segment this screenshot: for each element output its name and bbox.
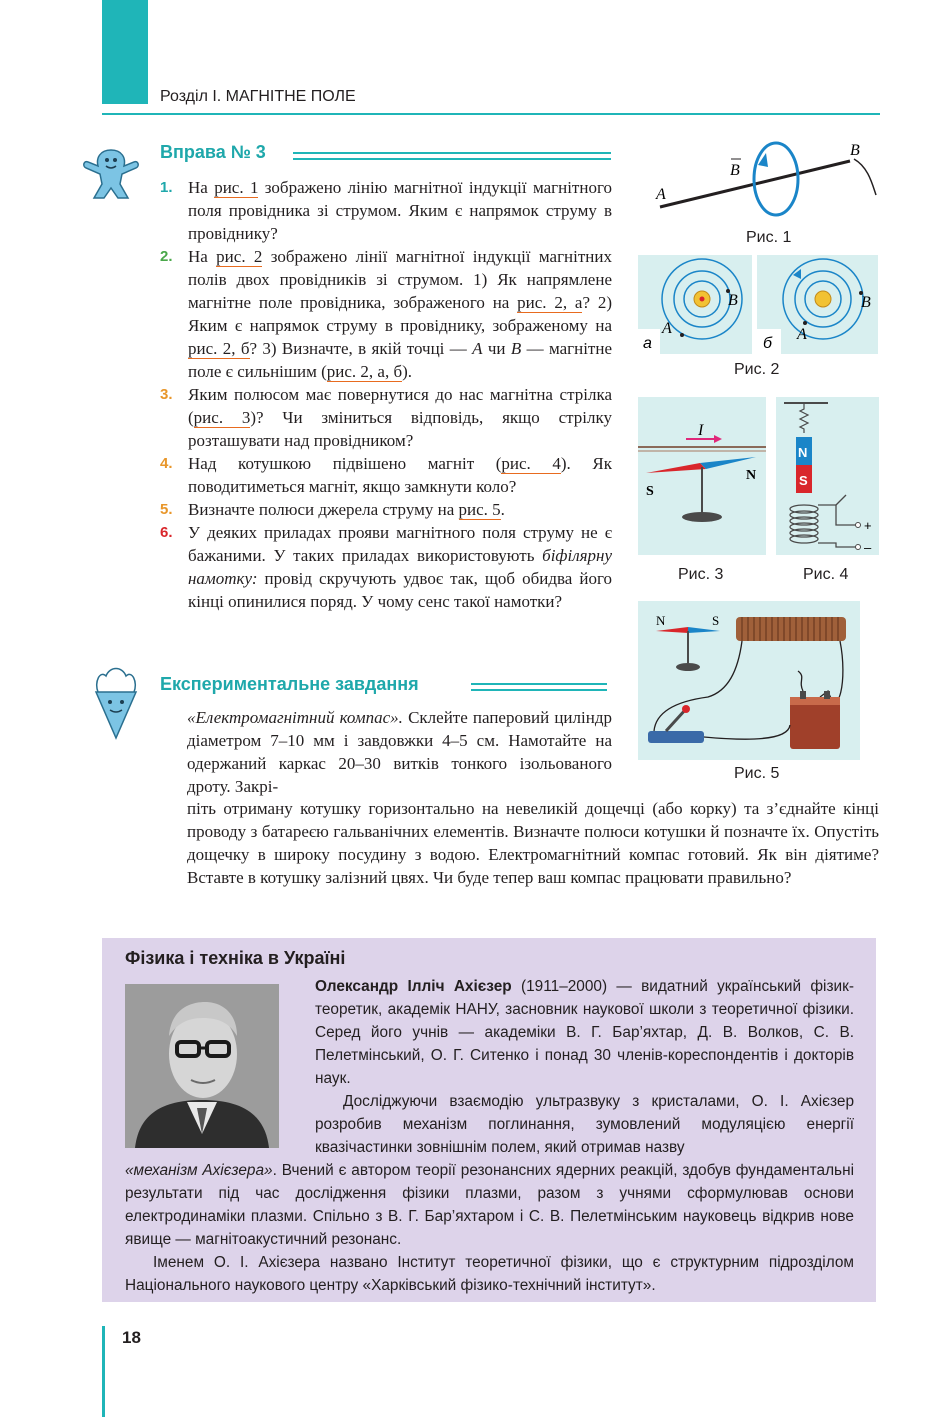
exercise-number: 6. xyxy=(160,524,173,541)
figure-2a xyxy=(638,255,752,354)
exercise-text-part: чи xyxy=(482,339,511,358)
exercise-text-part: зображено лінію магнітної індукції магнітного поля провідника зі струмом. Яким є напрямок струму в провіднику? xyxy=(188,178,613,243)
exercise-text-part: Над котушкою підвішено магніт ( xyxy=(188,454,502,473)
ukraine-paragraph-2-top: Досліджуючи взаємодію ультразвуку з кристалами, О. І. Ахієзер розробив механізм поглинання, зумовлений модуляцією енергії квазічастинки зовнішнім полем, який отримав назву xyxy=(315,1093,854,1156)
fig2a-label-a: A xyxy=(662,320,672,337)
fig4-plus: + xyxy=(864,518,872,533)
exercise-text-part: Визначте полюси джерела струму на xyxy=(188,500,459,519)
experiment-text-bottom: піть отриману котушку горизонтально на невеликій дощечці (або корку) та з’єднайте кінці проводу з батареєю гальванічних елементів. Визначте полюси котушки й позначте їх. Опустіть дощечку в широку посудину з водою. Електромагнітний компас готовий. Як він діятиме? Вставте в котушку залізний цвях. Чи буде тепер ваш компас працювати правильно? xyxy=(187,799,879,887)
exercise-text-part: . xyxy=(500,500,505,519)
experiment-text-top xyxy=(187,706,612,798)
spring-hair-mascot-icon xyxy=(84,662,148,742)
exercise-text xyxy=(188,245,612,383)
exercise-text-part: ? 2) Яким є напрямок струму в провіднику, зображеному на xyxy=(188,293,612,335)
exercise-list xyxy=(160,176,612,613)
exercise-heading: Вправа № 3 xyxy=(160,142,266,162)
exercise-item xyxy=(160,498,612,521)
exercise-item xyxy=(160,383,612,452)
exercise-text xyxy=(188,452,612,498)
figure-reference: рис. 3 xyxy=(193,408,251,427)
exercise-item xyxy=(160,521,612,613)
experiment-title: «Електромагнітний компас». xyxy=(187,708,403,727)
fig5-label-n: N xyxy=(656,613,666,628)
exercise-text-part: — магнітне поле є сильнішим ( xyxy=(188,339,612,381)
exercise-emphasis: B xyxy=(510,339,522,358)
fig3-label-s: S xyxy=(646,484,654,499)
ukraine-paragraph-3: Іменем О. І. Ахієзера названо Інститут теоретичної фізики, що є структурним підрозділом Національного наукового центру «Харківський фізико-технічний інститут». xyxy=(125,1254,854,1294)
figure-5-caption: Рис. 5 xyxy=(734,765,780,782)
exercise-text-part: Яким полюсом має повернутися до нас магнітна стрілка ( xyxy=(188,385,612,427)
experiment-heading: Експериментальне завдання xyxy=(160,674,419,694)
fig4-label-s: S xyxy=(799,473,808,488)
exercise-number: 1. xyxy=(160,179,173,196)
fig4-minus: – xyxy=(864,540,872,555)
fig4-label-n: N xyxy=(798,445,808,460)
fig1-label-a: A xyxy=(656,186,666,203)
figure-reference: рис. 2, а, б xyxy=(326,362,403,381)
exercise-item xyxy=(160,176,612,245)
exercise-number: 4. xyxy=(160,455,173,472)
exercise-text-part: На xyxy=(188,247,217,266)
scientist-name: Олександр Ілліч Ахієзер xyxy=(315,978,512,995)
exercise-number: 5. xyxy=(160,501,173,518)
ukraine-box-title: Фізика і техніка в Україні xyxy=(125,948,346,968)
experiment-heading-rule xyxy=(471,683,607,691)
footer-accent-rule xyxy=(102,1326,105,1417)
fig5-label-s: S xyxy=(712,613,720,628)
ukraine-paragraph-1: Олександр Ілліч Ахієзер (1911–2000) — видатний український фізик-теоретик, академік НАНУ, засновник наукової школи з теоретичної фізики. Серед його учнів — академіки В. Г. Бар’яхтар, Д. В. Волков, С. В. Пелетмінський, О. Г. Ситенко і понад 30 членів-кореспондентів і докторів наук. xyxy=(315,978,854,1087)
fig2b-sub-label: б xyxy=(763,335,772,352)
exercise-heading-rule xyxy=(293,152,611,160)
figure-reference: рис. 5 xyxy=(458,500,501,519)
exercise-text-part: ? 3) Визначте, в якій точці — xyxy=(249,339,473,358)
exercise-emphasis: A xyxy=(472,339,483,358)
fig2a-label-b: B xyxy=(728,292,738,309)
exercise-text-part: )? Чи зміниться відповідь, якщо стрілку розташувати над провідником? xyxy=(188,408,612,450)
fig2b-label-b: B xyxy=(861,294,871,311)
section-title: Розділ І. МАГНІТНЕ ПОЛЕ xyxy=(160,88,356,105)
portrait-image xyxy=(125,984,279,1148)
figure-2b xyxy=(757,255,878,354)
exercise-text-part: ). xyxy=(402,362,413,381)
figure-4 xyxy=(776,397,879,555)
figure-reference: рис. 2, б xyxy=(188,339,250,358)
figure-reference: рис. 2 xyxy=(216,247,263,266)
akhiezer-mechanism-term: «механізм Ахієзера» xyxy=(125,1162,273,1179)
figure-4-caption: Рис. 4 xyxy=(803,566,849,583)
figure-reference: рис. 2, а xyxy=(517,293,583,312)
exercise-emphasis: біфілярну намотку: xyxy=(188,546,612,588)
figure-3-caption: Рис. 3 xyxy=(678,566,724,583)
figure-1-caption: Рис. 1 xyxy=(746,229,792,246)
fig3-label-i: I xyxy=(698,422,704,439)
experiment-body-top: Склейте паперовий циліндр діаметром 7–10 мм і завдовжки 4–5 см. Намотайте на одержаний каркас 20–30 витків тонкого ізольованого дроту. Закрі- xyxy=(187,708,612,796)
fig2b-label-a: A xyxy=(797,326,807,343)
header-accent-bar xyxy=(102,0,148,104)
fig1-label-b: B xyxy=(850,142,860,159)
exercise-text-part: У деяких приладах прояви магнітного поля струму не є бажаними. У таких приладах використовують xyxy=(188,523,612,565)
fig3-label-n: N xyxy=(746,468,757,483)
figure-reference: рис. 4 xyxy=(501,454,561,473)
exercise-text-part: На xyxy=(188,178,215,197)
figure-5 xyxy=(638,601,860,760)
figure-reference: рис. 1 xyxy=(214,178,259,197)
fig1-label-vector: B xyxy=(730,162,740,179)
portrait-photo xyxy=(125,984,279,1148)
fig2a-sub-label: а xyxy=(643,335,652,352)
exercise-number: 2. xyxy=(160,248,173,265)
exercise-text-part: зображено лінії магнітної індукції магнітних полів двох провідників зі струмом. 1) Як напрямлене магнітне поле провідника, зображеного на xyxy=(188,247,612,312)
header-divider xyxy=(102,113,880,115)
figure-2-caption: Рис. 2 xyxy=(734,361,780,378)
figure-3 xyxy=(638,397,766,555)
exercise-text-part: ). Як поводитиметься магніт, якщо замкнути коло? xyxy=(188,454,612,496)
page-number: 18 xyxy=(122,1328,141,1347)
exercise-item xyxy=(160,452,612,498)
strongman-mascot-icon xyxy=(80,140,142,204)
exercise-text xyxy=(188,176,612,245)
exercise-text xyxy=(188,498,612,521)
ukraine-paragraph-2-bottom: «механізм Ахієзера». Вчений є автором теорії резонансних ядерних реакцій, здобув фундаментальні результати під час дослідження фізики плазми, разом з учнями сформулював основи електродинаміки плазми. Спільно з В. Г. Бар’яхтаром і С. В. Пелетмінським науковець відкрив нове явище — магнітоакустичний резонанс. xyxy=(125,1162,854,1248)
exercise-number: 3. xyxy=(160,386,173,403)
figure-1 xyxy=(640,135,880,225)
exercise-text xyxy=(188,383,612,452)
exercise-text-part: провід скручують удвоє так, щоб обидва його кінці опинилися поряд. У чому сенс такої намотки? xyxy=(188,569,612,611)
exercise-item xyxy=(160,245,612,383)
exercise-text xyxy=(188,521,612,613)
